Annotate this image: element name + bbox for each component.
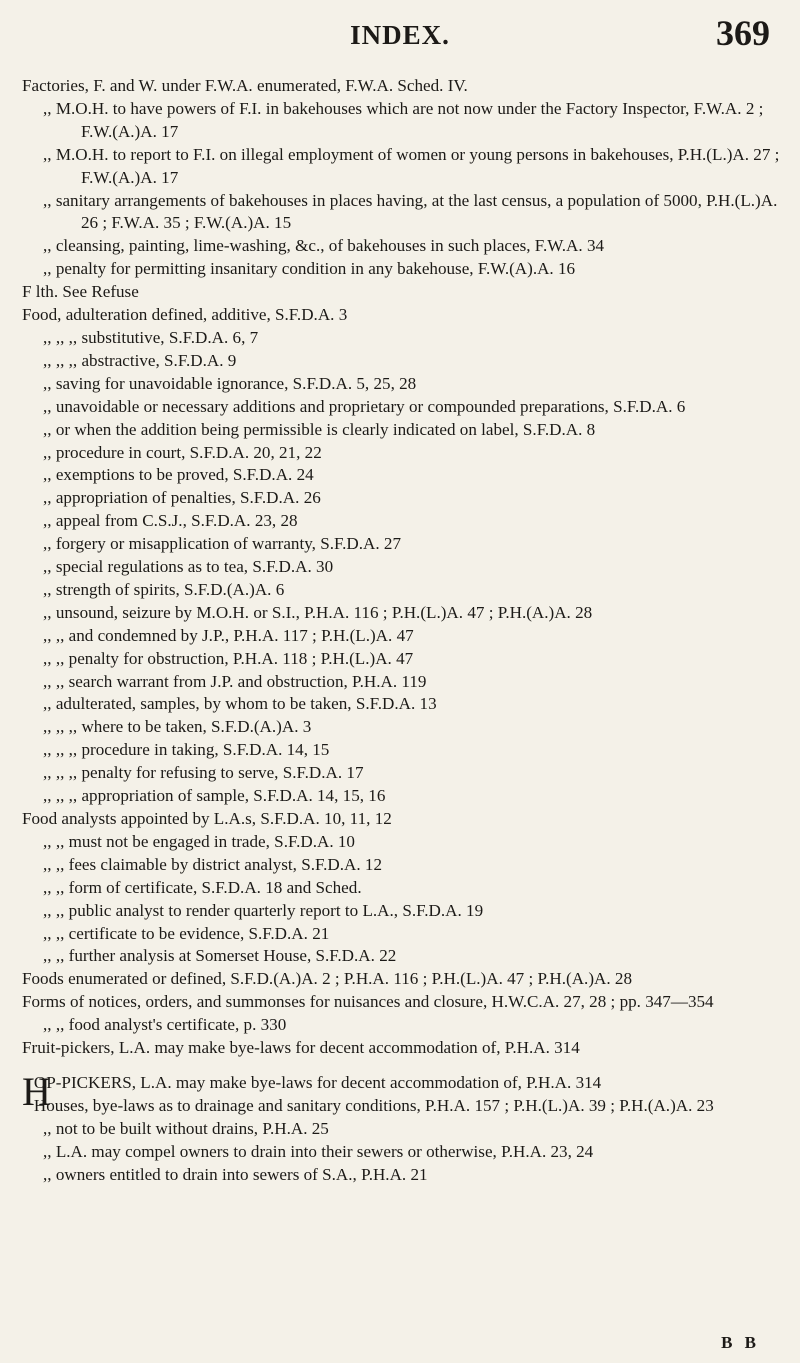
index-entries: [22, 75, 792, 1187]
index-entry: ,, sanitary arrangements of bakehouses in places having, at the last census, a population of 5000, P.H.(L.)A. 26 ; F.W.A. 35 ; F.W.(A.)A. 15: [43, 190, 778, 233]
index-entry: ,, ,, ,, where to be taken, S.F.D.(A.)A. 3: [43, 717, 312, 737]
index-list-h: [22, 1095, 792, 1187]
index-entry: ,, ,, search warrant from J.P. and obstruction, P.H.A. 119: [43, 671, 427, 691]
index-entry: Fruit-pickers, L.A. may make bye-laws for decent accommodation of, P.H.A. 314: [22, 1038, 580, 1058]
index-entry: ,, strength of spirits, S.F.D.(A.)A. 6: [43, 579, 285, 599]
index-entry: Forms of notices, orders, and summonses for nuisances and closure, H.W.C.A. 27, 28 ; pp. 347—354: [22, 992, 714, 1012]
index-entry: ,, appropriation of penalties, S.F.D.A. 26: [43, 488, 321, 508]
index-entry: F lth. See Refuse: [22, 282, 139, 302]
index-entry: ,, special regulations as to tea, S.F.D.A. 30: [43, 557, 334, 577]
index-entry: Food analysts appointed by L.A.s, S.F.D.A. 10, 11, 12: [22, 809, 392, 828]
index-entry: ,, ,, ,, abstractive, S.F.D.A. 9: [43, 350, 237, 370]
index-entry: Factories, F. and W. under F.W.A. enumerated, F.W.A. Sched. IV.: [22, 76, 468, 95]
index-entry: ,, exemptions to be proved, S.F.D.A. 24: [43, 465, 314, 485]
hop-entry-text: OP-PICKERS, L.A. may make bye-laws for decent accommodation of, P.H.A. 314: [33, 1072, 602, 1092]
index-entry: ,, ,, must not be engaged in trade, S.F.D.A. 10: [43, 831, 355, 851]
index-entry: ,, ,, ,, appropriation of sample, S.F.D.A. 14, 15, 16: [43, 786, 386, 806]
index-entry: ,, M.O.H. to have powers of F.I. in bakehouses which are not now under the Factory Inspector, F.W.A. 2 ; F.W.(A.)A. 17: [43, 98, 764, 141]
drop-cap: H: [22, 1068, 51, 1114]
index-entry: ,, procedure in court, S.F.D.A. 20, 21, 22: [43, 442, 322, 462]
index-entry: Food, adulteration defined, additive, S.F.D.A. 3: [22, 305, 348, 325]
index-entry: ,, ,, fees claimable by district analyst, S.F.D.A. 12: [43, 854, 383, 874]
index-entry: ,, cleansing, painting, lime-washing, &c., of bakehouses in such places, F.W.A. 34: [43, 236, 605, 256]
index-entry: ,, ,, penalty for obstruction, P.H.A. 118 ; P.H.(L.)A. 47: [43, 648, 414, 668]
index-entry: ,, M.O.H. to report to F.I. on illegal employment of women or young persons in bakehouses, P.H.(L.)A. 27 ; F.W.(A.)A. 17: [43, 144, 780, 187]
index-entry: ,, ,, ,, penalty for refusing to serve, S.F.D.A. 17: [43, 763, 364, 783]
index-entry: ,, ,, public analyst to render quarterly report to L.A., S.F.D.A. 19: [43, 900, 484, 920]
index-entry: ,, L.A. may compel owners to drain into their sewers or otherwise, P.H.A. 23, 24: [43, 1141, 594, 1161]
index-entry: ,, appeal from C.S.J., S.F.D.A. 23, 28: [43, 511, 298, 531]
index-entry: ,, forgery or misapplication of warranty, S.F.D.A. 27: [43, 534, 402, 554]
index-list-f: [22, 75, 792, 1060]
index-entry: ,, ,, food analyst's certificate, p. 330: [43, 1015, 287, 1035]
index-entry: ,, saving for unavoidable ignorance, S.F.D.A. 5, 25, 28: [43, 373, 417, 393]
index-entry: ,, ,, ,, substitutive, S.F.D.A. 6, 7: [43, 327, 259, 347]
index-entry: ,, unsound, seizure by M.O.H. or S.I., P.H.A. 116 ; P.H.(L.)A. 47 ; P.H.(A.)A. 28: [43, 602, 593, 622]
page-title: INDEX.: [350, 20, 450, 50]
index-entry: ,, penalty for permitting insanitary condition in any bakehouse, F.W.(A).A. 16: [43, 259, 576, 279]
index-entry: ,, or when the addition being permissible is clearly indicated on label, S.F.D.A. 8: [43, 419, 596, 439]
page-number: 369: [716, 13, 770, 53]
index-entry: ,, unavoidable or necessary additions and proprietary or compounded preparations, S.F.D.A. 6: [43, 396, 686, 416]
index-entry: ,, owners entitled to drain into sewers of S.A., P.H.A. 21: [43, 1164, 428, 1184]
index-entry: ,, ,, and condemned by J.P., P.H.A. 117 ; P.H.(L.)A. 47: [43, 625, 414, 645]
index-entry: ,, ,, further analysis at Somerset House, S.F.D.A. 22: [43, 946, 397, 966]
index-entry: ,, ,, form of certificate, S.F.D.A. 18 and Sched.: [43, 877, 362, 897]
signature-mark: B B: [721, 1333, 760, 1352]
index-entry: ,, ,, ,, procedure in taking, S.F.D.A. 14, 15: [43, 740, 330, 760]
index-entry: Foods enumerated or defined, S.F.D.(A.)A. 2 ; P.H.A. 116 ; P.H.(L.)A. 47 ; P.H.(A.)A. 28: [22, 969, 633, 989]
index-entry: Houses, bye-laws as to drainage and sanitary conditions, P.H.A. 157 ; P.H.(L.)A. 39 ; P.H.(A.)A. 23: [33, 1095, 714, 1115]
index-entry: ,, adulterated, samples, by whom to be taken, S.F.D.A. 13: [43, 694, 437, 714]
index-entry: ,, ,, certificate to be evidence, S.F.D.A. 21: [43, 923, 330, 943]
index-entry: ,, not to be built without drains, P.H.A. 25: [43, 1118, 329, 1138]
page-header: [0, 6, 800, 54]
